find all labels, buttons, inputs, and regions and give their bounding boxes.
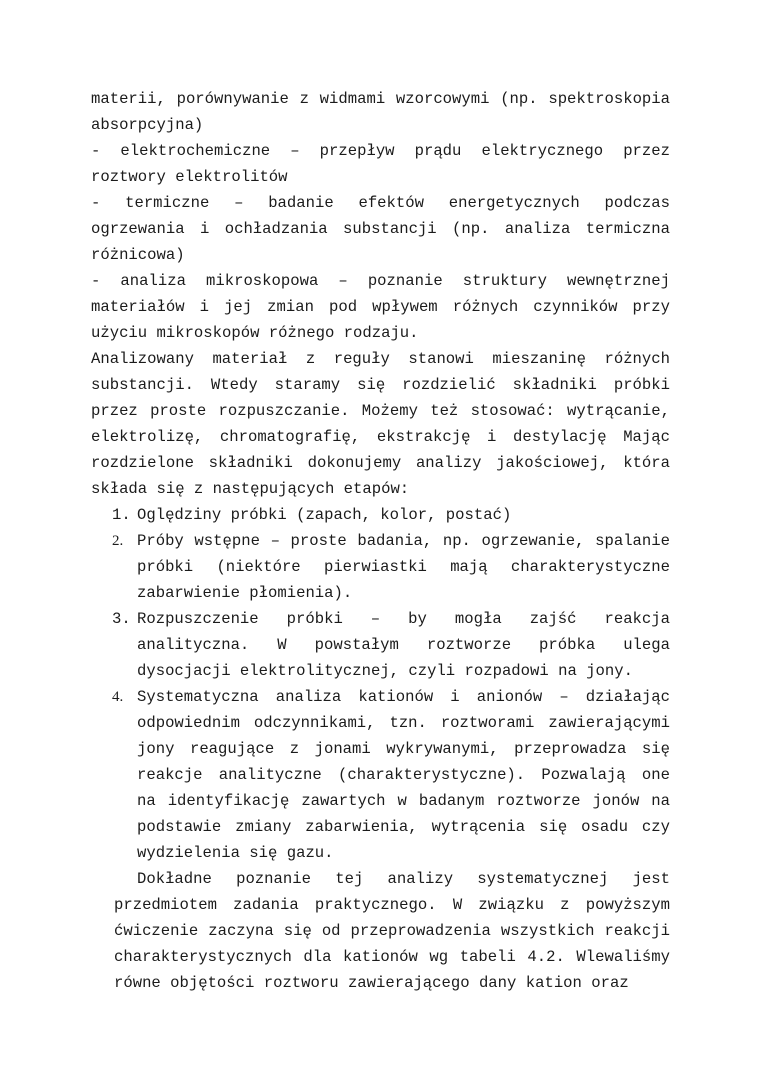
intro-paragraph-microscopy: - analiza mikroskopowa – poznanie struktury wewnętrznej materiałów i jej zmian pod wpływem różnych czynników przy użyciu mikroskopów różnego rodzaju. xyxy=(91,272,670,342)
list-item xyxy=(91,684,670,866)
document-page xyxy=(91,86,670,996)
list-item-number: 1. xyxy=(112,506,131,524)
closing-paragraph: Dokładne poznanie tej analizy systematycznej jest przedmiotem zadania praktycznego. W związku z powyższym ćwiczenie zaczyna się od przeprowadzenia wszystkich reakcji charakterystycznych dla kationów wg tabeli 4.2. Wlewaliśmy równe objętości roztworu zawierającego dany kation oraz xyxy=(114,870,670,992)
list-item xyxy=(91,502,670,528)
list-item xyxy=(91,606,670,684)
intro-paragraph-spectroscopy: materii, porównywanie z widmami wzorcowymi (np. spektroskopia absorpcyjna) xyxy=(91,90,670,134)
intro-paragraph-electrochemical: - elektrochemiczne – przepływ prądu elektrycznego przez roztwory elektrolitów xyxy=(91,142,670,186)
list-item-number: 2. xyxy=(112,533,124,549)
list-item-text: Rozpuszczenie próbki – by mogła zajść reakcja analityczna. W powstałym roztworze próbka ulega dysocjacji elektrolitycznej, czyli rozpadowi na jony. xyxy=(137,610,670,680)
intro-paragraph-thermal: - termiczne – badanie efektów energetycznych podczas ogrzewania i ochładzania substancji (np. analiza termiczna różnicowa) xyxy=(91,194,670,264)
list-item xyxy=(91,528,670,606)
intro-paragraph-analyzed-material: Analizowany materiał z reguły stanowi mieszaninę różnych substancji. Wtedy staramy się rozdzielić składniki próbki przez proste rozpuszczanie. Możemy też stosować: wytrącanie, elektrolizę, chromatografię, ekstrakcję i destylację Mając rozdzielone składniki dokonujemy analizy jakościowej, która składa się z następujących etapów: xyxy=(91,350,670,498)
list-item-text: Próby wstępne – proste badania, np. ogrzewanie, spalanie próbki (niektóre pierwiastki mają charakterystyczne zabarwienie płomienia). xyxy=(137,532,670,602)
list-item-number: 3. xyxy=(112,610,131,628)
list-item-text: Systematyczna analiza kationów i anionów – działając odpowiednim odczynnikami, tzn. roztworami zawierającymi jony reagujące z jonami wykrywanymi, przeprowadza się reakcje analityczne (charakterystyczne). Pozwalają one na identyfikację zawartych w badanym roztworze jonów na podstawie zmiany zabarwienia, wytrącenia się osadu czy wydzielenia się gazu. xyxy=(137,688,670,862)
analysis-steps-list xyxy=(91,502,670,866)
list-item-text: Oględziny próbki (zapach, kolor, postać) xyxy=(137,506,512,524)
list-item-number: 4. xyxy=(112,689,124,705)
